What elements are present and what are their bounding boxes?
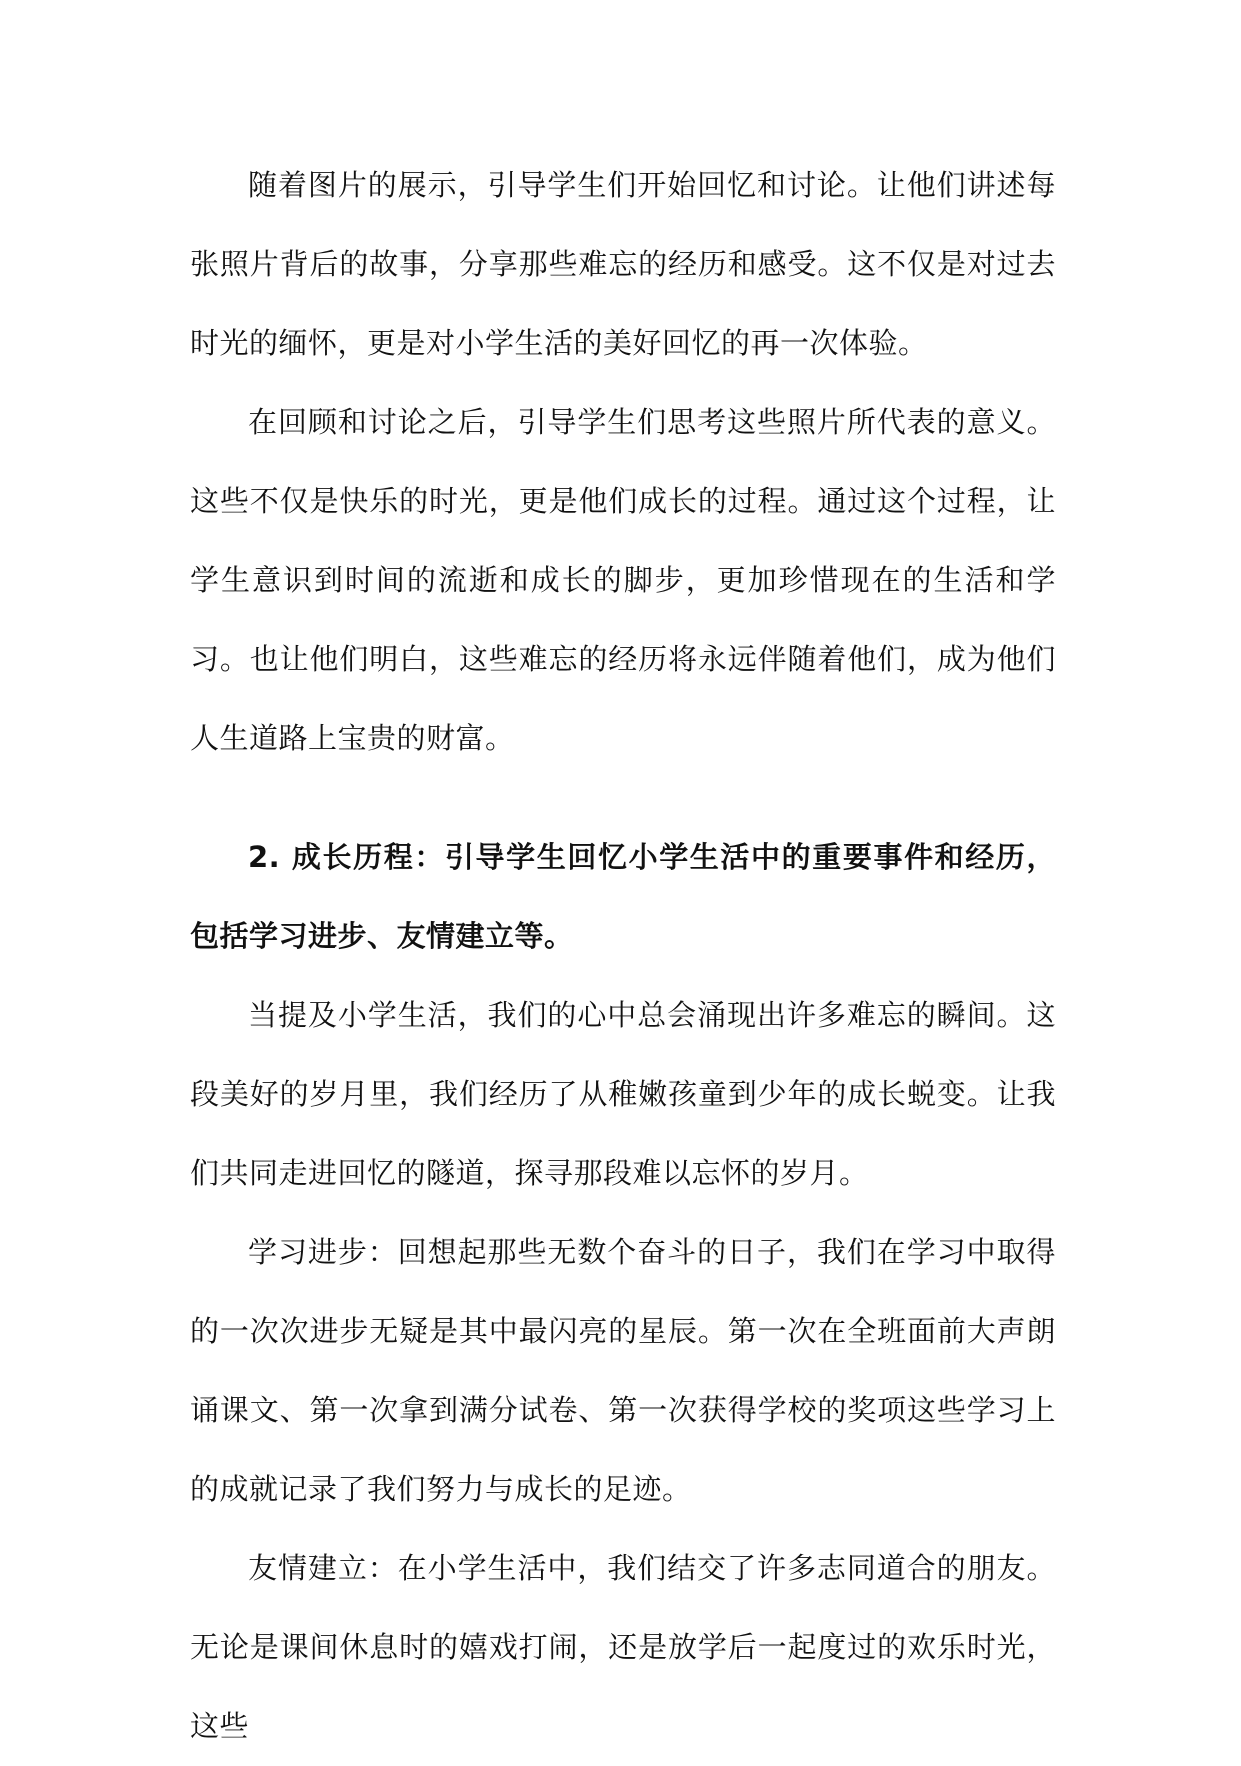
paragraph-photo-discussion: 随着图片的展示，引导学生们开始回忆和讨论。让他们讲述每张照片背后的故事，分享那些难忘的经历和感受。这不仅是对过去时光的缅怀，更是对小学生活的美好回忆的再一次体验。 [190, 168, 1056, 360]
paragraph-friendship: 友情建立：在小学生活中，我们结交了许多志同道合的朋友。无论是课间休息时的嬉戏打闹，还是放学后一起度过的欢乐时光，这些 [190, 1551, 1056, 1743]
paragraph-photo-meaning: 在回顾和讨论之后，引导学生们思考这些照片所代表的意义。这些不仅是快乐的时光，更是他们成长的过程。通过这个过程，让学生意识到时间的流逝和成长的脚步，更加珍惜现在的生活和学习。也让他们明白，这些难忘的经历将永远伴随着他们，成为他们人生道路上宝贵的财富。 [190, 405, 1056, 755]
document-body [190, 146, 1056, 1766]
paragraph-growth-intro: 当提及小学生活，我们的心中总会涌现出许多难忘的瞬间。这段美好的岁月里，我们经历了从稚嫩孩童到少年的成长蜕变。让我们共同走进回忆的隧道，探寻那段难以忘怀的岁月。 [190, 998, 1056, 1190]
paragraph-study-progress: 学习进步：回想起那些无数个奋斗的日子，我们在学习中取得的一次次进步无疑是其中最闪亮的星辰。第一次在全班面前大声朗诵课文、第一次拿到满分试卷、第一次获得学校的奖项这些学习上的成就记录了我们努力与成长的足迹。 [190, 1235, 1056, 1506]
section-heading-growth: 2. 成长历程：引导学生回忆小学生活中的重要事件和经历，包括学习进步、友情建立等。 [190, 840, 1056, 953]
